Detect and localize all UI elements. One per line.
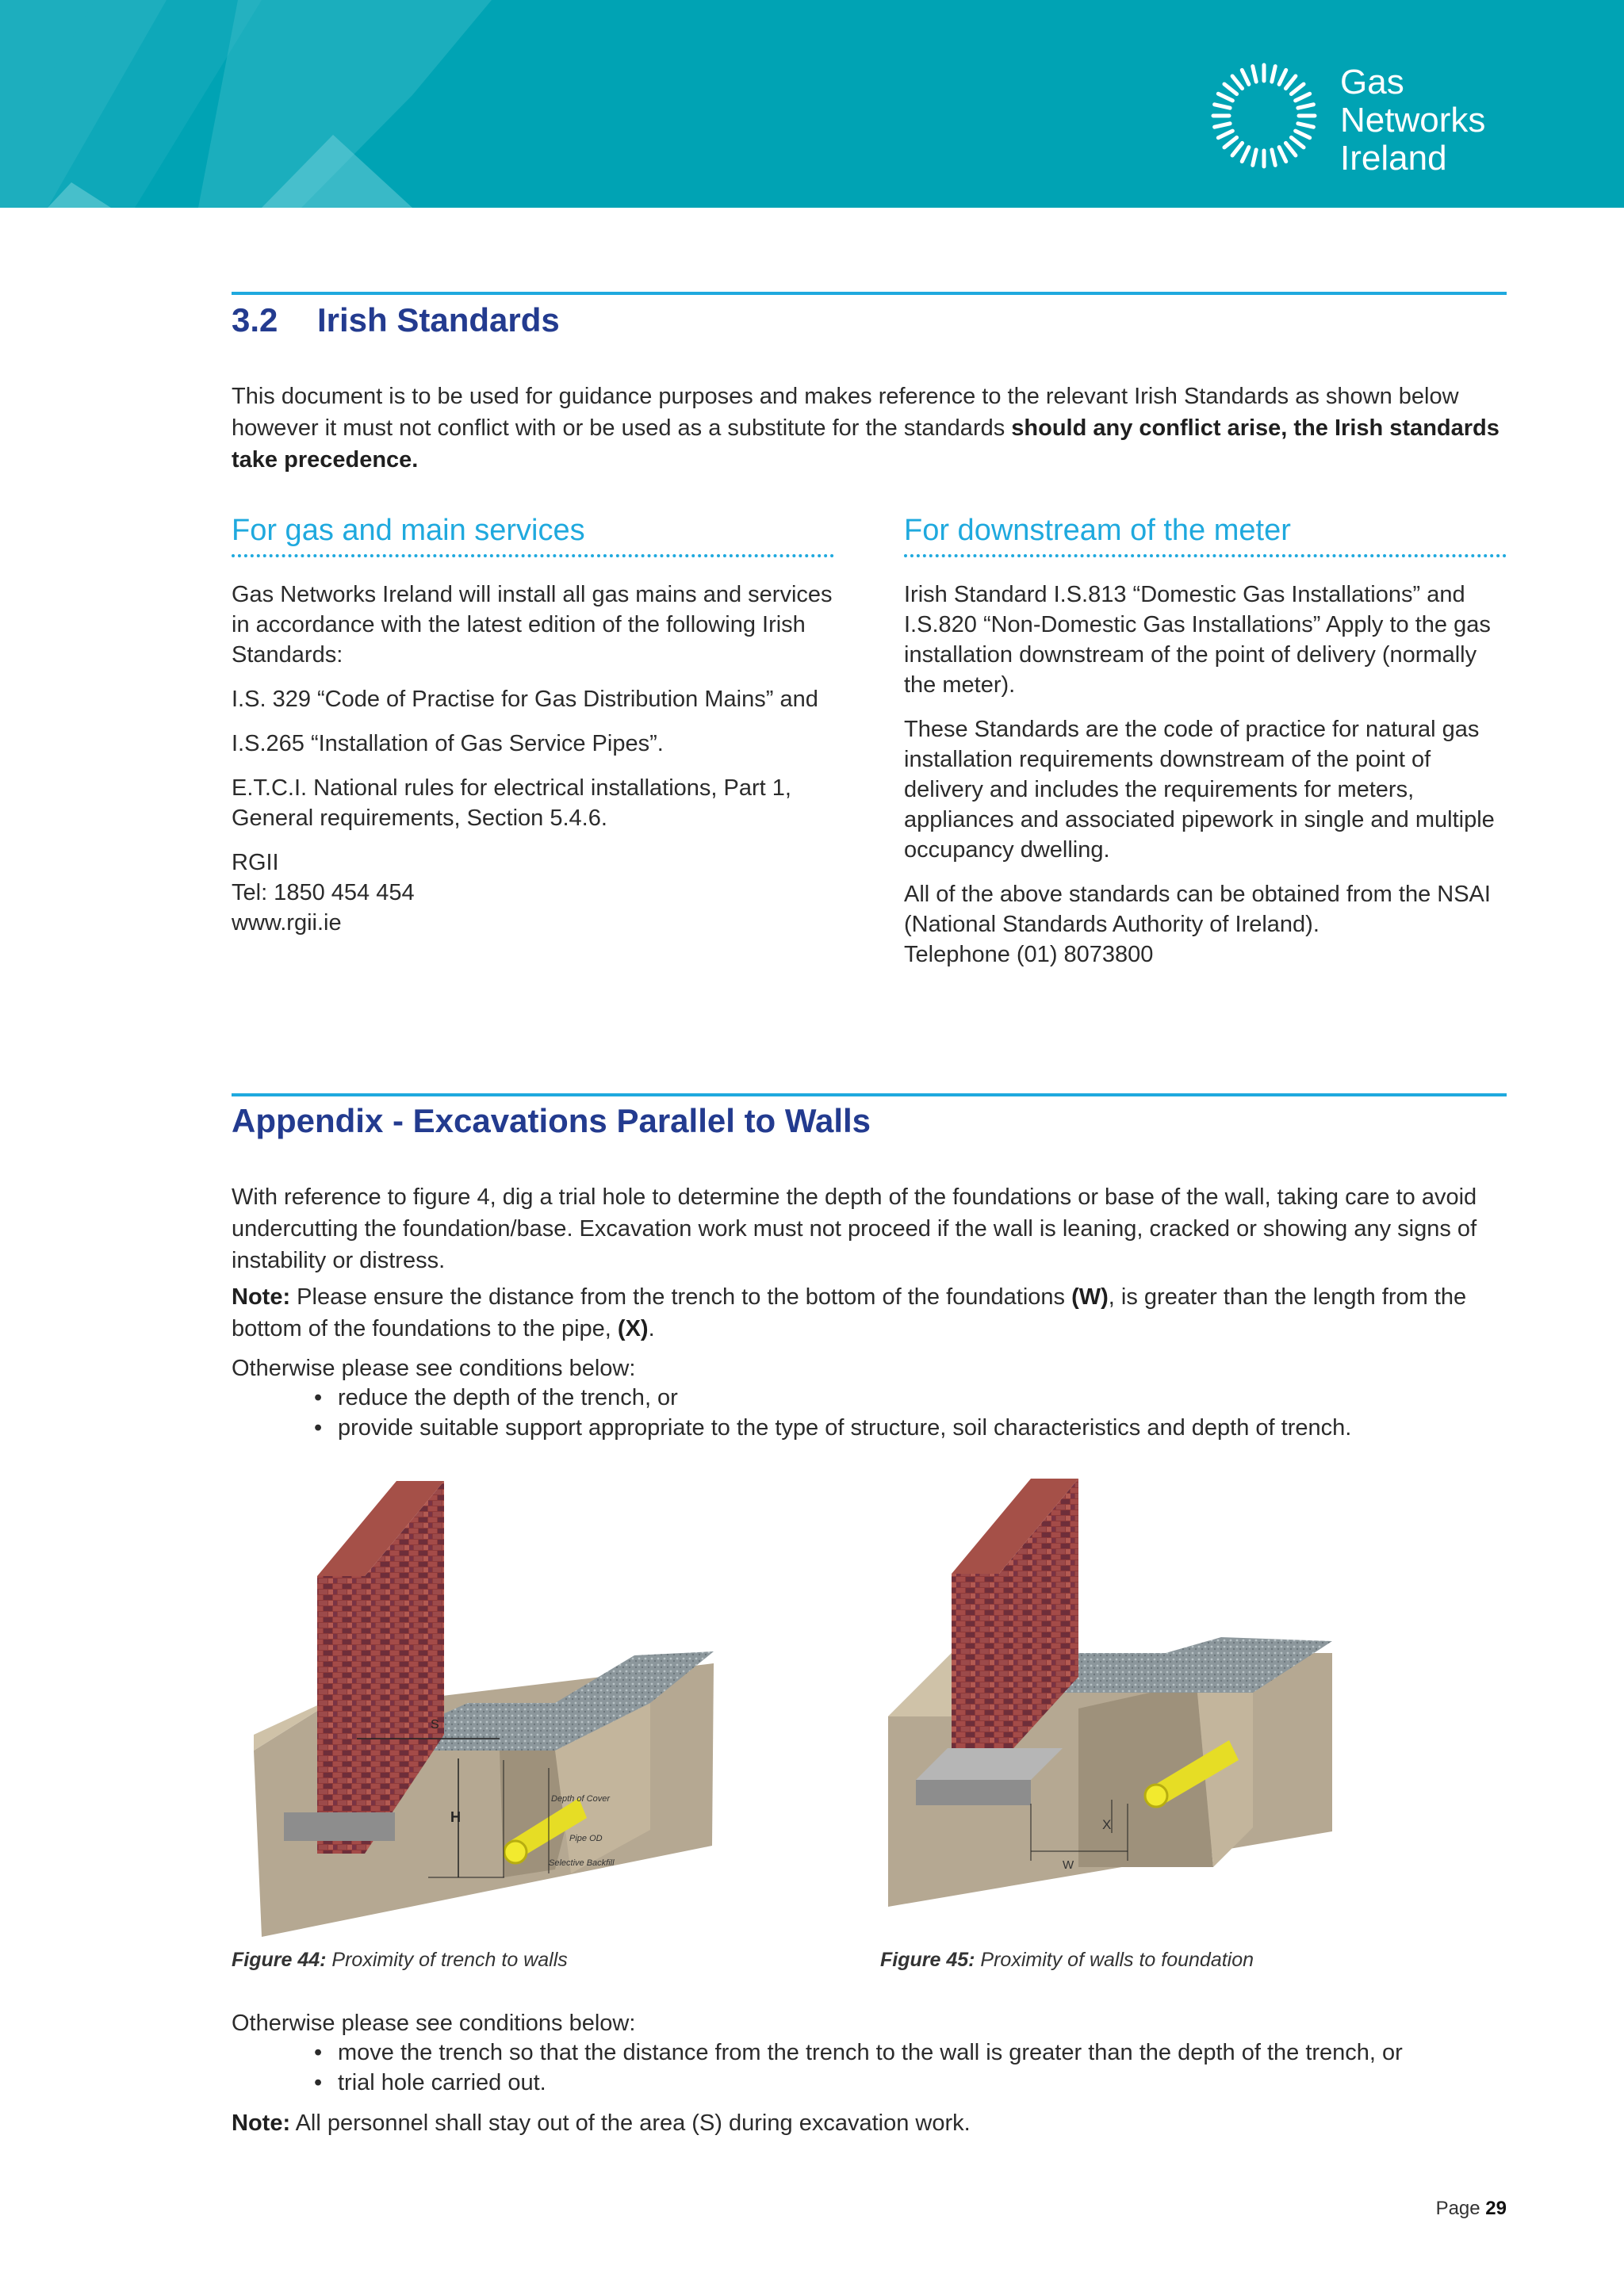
fig44-depth-label: Depth of Cover <box>551 1794 610 1804</box>
note1-w: (W) <box>1071 1284 1109 1310</box>
note2-text: All personnel shall stay out of the area (S) during excavation work. <box>290 2110 971 2136</box>
rgii-name: RGII <box>232 850 279 875</box>
intro-text: This document is to be used for guidance purposes and makes reference to the relevant Irish Standards as shown below however it must not conflict with or be used as a substitute for the standards <box>232 384 1459 441</box>
list-item <box>314 2038 1403 2068</box>
otherwise-text-1: Otherwise please see conditions below: <box>232 1356 636 1381</box>
section-title: Irish Standards <box>317 301 560 339</box>
gni-logo-icon <box>1208 60 1320 171</box>
list-item <box>314 2068 1403 2098</box>
note1-text-a: Please ensure the distance from the trench to the bottom of the foundations <box>290 1284 1072 1310</box>
left-p3: I.S.265 “Installation of Gas Service Pipes”. <box>232 731 664 756</box>
appendix-para1: With reference to figure 4, dig a trial hole to determine the depth of the foundations or base of the wall, taking care to avoid undercutting the foundation/base. Excavation work must not proceed if the wall is leaning, cracked or showing any signs of instability or distress. <box>232 1184 1477 1273</box>
appendix-title: Appendix - Excavations Parallel to Walls <box>232 1102 871 1139</box>
nsai-contact <box>904 879 1507 970</box>
intro-paragraph <box>232 381 1508 476</box>
appendix-note1 <box>232 1281 1516 1345</box>
bullet-dot: • <box>314 1385 323 1410</box>
appendix-rule <box>232 1093 1507 1096</box>
note2-label: Note: <box>232 2110 291 2136</box>
bullet-text: move the trench so that the distance from the trench to the wall is greater than the depth of the trench, or <box>338 2040 1403 2065</box>
bullet-text: provide suitable support appropriate to the type of structure, soil characteristics and depth of trench. <box>338 1415 1352 1441</box>
figure-45-text: Proximity of walls to foundation <box>975 1949 1254 1971</box>
fig44-backfill-label: Selective Backfill <box>549 1858 615 1868</box>
bullet-text: reduce the depth of the trench, or <box>338 1385 678 1410</box>
figure-45-label: Figure 45: <box>880 1949 975 1971</box>
fig45-w-label: W <box>1063 1858 1074 1872</box>
logo-line-networks: Networks <box>1340 101 1486 140</box>
note1-text-b: , is greater than the length from the bottom of the foundations to the pipe, <box>232 1284 1467 1341</box>
downstream-meter-heading: For downstream of the meter <box>904 514 1507 557</box>
figure-44-caption <box>232 1949 568 1972</box>
bullet-dot: • <box>314 2040 323 2065</box>
gas-main-services-heading: For gas and main services <box>232 514 834 557</box>
left-p2: I.S. 329 “Code of Practise for Gas Distribution Mains” and <box>232 687 818 712</box>
fig44-h-label: H <box>450 1809 461 1825</box>
bullet-dot: • <box>314 2070 323 2095</box>
fig45-x-label: X <box>1102 1817 1112 1832</box>
rgii-tel: Tel: 1850 454 454 <box>232 880 415 905</box>
downstream-meter-column <box>904 514 1507 984</box>
page-number <box>1436 2198 1507 2220</box>
page-number-value: 29 <box>1485 2198 1507 2219</box>
header-banner <box>0 0 1624 208</box>
list-item <box>314 1383 1351 1413</box>
right-p3: All of the above standards can be obtained from the NSAI (National Standards Authority of Ireland). <box>904 882 1491 937</box>
right-p1: Irish Standard I.S.813 “Domestic Gas Installations” and I.S.820 “Non-Domestic Gas Installations” Apply to the gas installation downstream of the point of delivery (normally the meter). <box>904 582 1491 698</box>
rgii-contact <box>232 848 834 938</box>
appendix-note2 <box>232 2107 1516 2139</box>
right-p2: These Standards are the code of practice for natural gas installation requirements downstream of the point of delivery and includes the requirements for meters, appliances and associated pipework in single and multiple occupancy dwelling. <box>904 717 1495 863</box>
page-label: Page <box>1435 2198 1486 2219</box>
figure-45-foundation-illustration <box>880 1455 1340 1923</box>
conditions-list-2 <box>314 2038 1403 2098</box>
figure-45-caption <box>880 1949 1254 1972</box>
fig44-s-label: S <box>431 1718 439 1732</box>
left-p4: E.T.C.I. National rules for electrical installations, Part 1, General requirements, Section 5.4.6. <box>232 775 791 831</box>
list-item <box>314 1413 1351 1443</box>
fig44-pipe-label: Pipe OD <box>569 1834 603 1843</box>
note1-x: (X) <box>617 1316 649 1341</box>
logo-line-gas: Gas <box>1340 63 1404 101</box>
figure-44-label: Figure 44: <box>232 1949 327 1971</box>
figure-44-text: Proximity of trench to walls <box>326 1949 568 1971</box>
gas-main-services-column <box>232 514 834 952</box>
note1-label: Note: <box>232 1284 291 1310</box>
bullet-dot: • <box>314 1415 323 1441</box>
otherwise-text-2: Otherwise please see conditions below: <box>232 2011 636 2036</box>
conditions-list-1 <box>314 1383 1351 1443</box>
note1-text-c: . <box>648 1316 655 1341</box>
rgii-website-link[interactable]: www.rgii.ie <box>232 910 342 936</box>
section-heading <box>232 301 560 339</box>
intro-bold-text: should any conflict arise, the Irish standards take precedence. <box>232 415 1500 473</box>
left-p1: Gas Networks Ireland will install all gas mains and services in accordance with the latest edition of the following Irish Standards: <box>232 582 833 668</box>
logo-wordmark <box>1340 63 1485 178</box>
section-number: 3.2 <box>232 301 278 339</box>
bullet-text: trial hole carried out. <box>338 2070 546 2095</box>
section-rule <box>232 292 1507 295</box>
figure-44-trench-illustration <box>238 1473 722 1941</box>
logo-line-ireland: Ireland <box>1340 139 1447 178</box>
nsai-telephone: Telephone (01) 8073800 <box>904 942 1154 967</box>
